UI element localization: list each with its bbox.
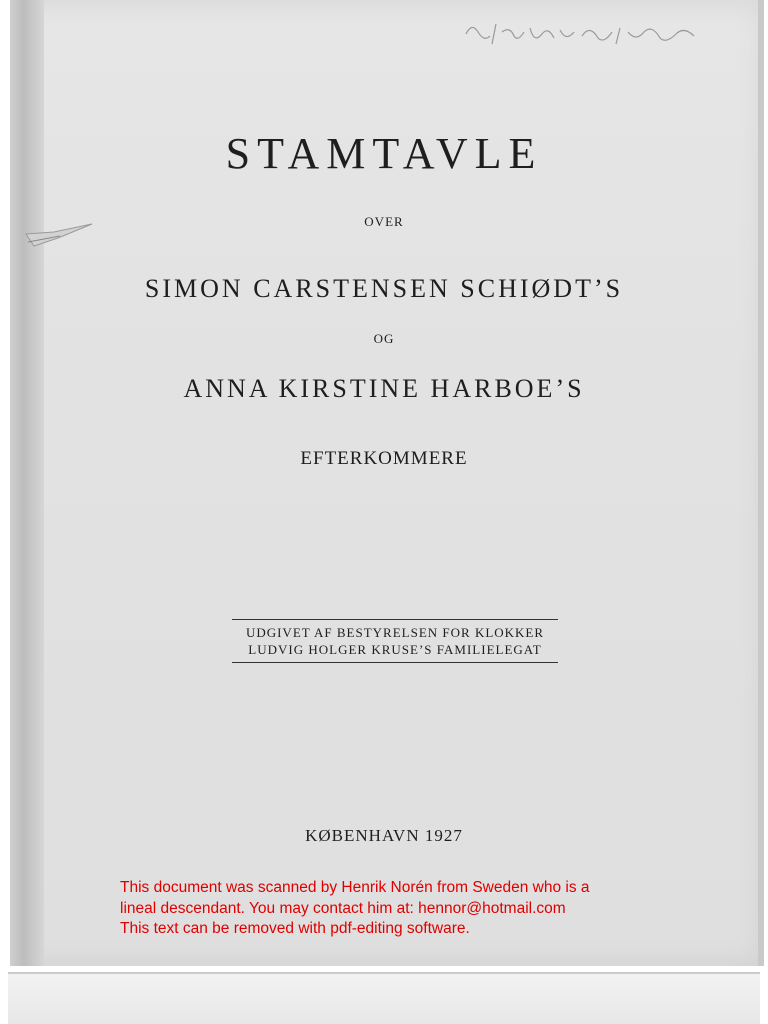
over-label: OVER xyxy=(364,214,404,229)
next-page-edge xyxy=(8,972,760,1024)
scan-note-line-2: lineal descendant. You may contact him at: hennor@hotmail.com xyxy=(120,899,566,917)
person1-name: SIMON CARSTENSEN SCHIØDT’S xyxy=(144,274,624,303)
document-title: STAMTAVLE xyxy=(225,129,543,178)
publisher-line-1: UDGIVET AF BESTYRELSEN FOR KLOKKER xyxy=(245,625,545,640)
subtitle: EFTERKOMMERE xyxy=(300,448,468,469)
publisher-block xyxy=(232,619,558,663)
handwritten-signature xyxy=(462,14,702,54)
scan-note xyxy=(120,878,720,940)
scan-note-line-3: This text can be removed with pdf-editing software. xyxy=(120,920,470,937)
og-label: OG xyxy=(373,331,395,346)
scan-note-line-1: This document was scanned by Henrik Norén from Sweden who is a xyxy=(120,879,590,896)
publisher-line-2: LUDVIG HOLGER KRUSE’S FAMILIELEGAT xyxy=(248,642,542,657)
place-year: KØBENHAVN 1927 xyxy=(305,826,463,845)
person2-name: ANNA KIRSTINE HARBOE’S xyxy=(183,374,585,403)
